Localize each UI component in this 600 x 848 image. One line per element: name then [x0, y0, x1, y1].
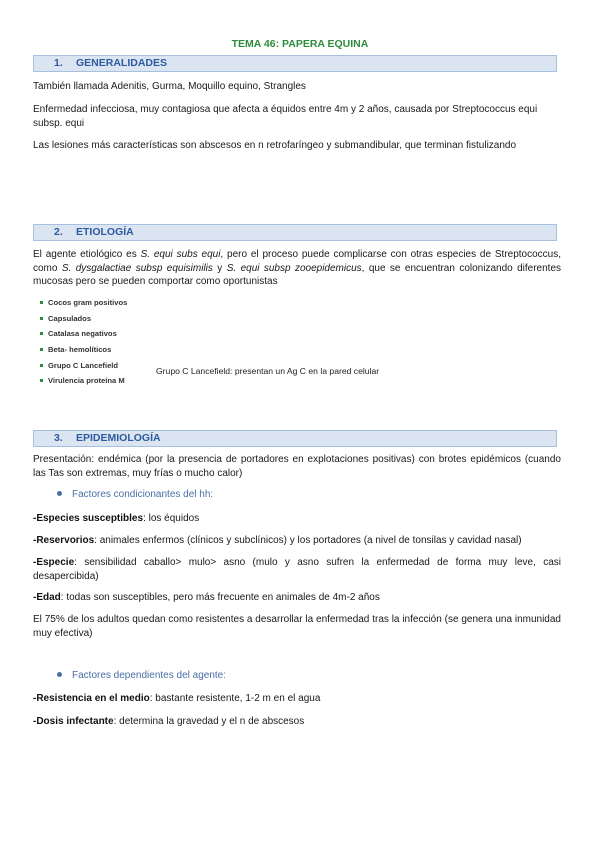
- text-run: y: [212, 262, 227, 274]
- paragraph-especies: [33, 512, 561, 526]
- paragraph-agente-etiologico: [33, 248, 561, 289]
- list-item-text: Catalasa negativos: [48, 329, 117, 339]
- paragraph-inmunidad: El 75% de los adultos quedan como resistentes a desarrollar la enfermedad tras la infección (se genera una inmunidad muy efectiva): [33, 614, 561, 639]
- text-run: , que se encuentran colonizando diferentes mucosas pero se pueden comportar como oportunistas: [33, 262, 562, 287]
- list-item: [40, 360, 127, 376]
- bullet-square-icon: [40, 301, 43, 304]
- section-label: ETIOLOGÍA: [76, 226, 134, 238]
- lancefield-note: Grupo C Lancefield: presentan un Ag C en la pared celular: [156, 366, 380, 376]
- list-item: [40, 297, 127, 313]
- list-item: [40, 328, 127, 344]
- bullet-dot-icon: [57, 491, 62, 496]
- paragraph-resistencia: [33, 692, 561, 706]
- section-number: 3.: [54, 432, 63, 444]
- section-header-etiologia: [33, 224, 557, 241]
- list-item-text: Capsulados: [48, 313, 92, 323]
- list-item-text: Beta- hemolíticos: [48, 345, 112, 355]
- list-item: [40, 344, 127, 360]
- bullet-square-icon: [40, 348, 43, 351]
- text-run: El agente etiológico es: [33, 249, 141, 260]
- section-header-generalidades: [33, 55, 557, 72]
- section-number: 1.: [54, 57, 63, 69]
- term-text: : sensibilidad caballo> mulo> asno (mulo y asno sufren la enfermedad de forma muy leve, casi desapercibida): [33, 557, 561, 582]
- term-text: : bastante resistente, 1-2 m en el agua: [149, 693, 321, 704]
- section-number: 2.: [54, 226, 63, 238]
- bullet-square-icon: [40, 364, 43, 367]
- term-text: : los équidos: [143, 513, 200, 524]
- section-header-epidemiologia: [33, 430, 557, 447]
- bullet-dot-icon: [57, 672, 62, 677]
- list-item-text: Virulencia proteína M: [48, 376, 125, 386]
- paragraph: Enfermedad infecciosa, muy contagiosa que afecta a équidos entre 4m y 2 años, causada por Streptococcus equi subsp. equi: [33, 104, 538, 129]
- term-label: -Especies susceptibles: [33, 513, 144, 524]
- term-text: : determina la gravedad y el n de abscesos: [113, 716, 305, 727]
- section-label: EPIDEMIOLOGÍA: [76, 432, 161, 444]
- bullet-text: Factores condicionantes del hh:: [72, 489, 214, 500]
- list-item-text: Grupo C Lancefield: [48, 360, 119, 370]
- bullet-factores-hospedador: [57, 489, 213, 500]
- paragraph-presentacion: Presentación: endémica (por la presencia de portadores en explotaciones positivas) con brotes epidémicos (cuando las Tas son extremas, muy frías o mucho calor): [33, 454, 561, 479]
- text-run: , pero el proceso puede complicarse con otras especies de Streptococcus, como: [33, 249, 562, 274]
- section-label: GENERALIDADES: [76, 57, 168, 69]
- term-label: -Edad: [33, 592, 61, 603]
- paragraph-dosis: [33, 715, 561, 729]
- term-label: -Resistencia en el medio: [33, 693, 150, 704]
- term-text: : todas son susceptibles, pero más frecuente en animales de 4m-2 años: [60, 592, 380, 603]
- bullet-factores-agente: [57, 670, 226, 681]
- term-text: : animales enfermos (clínicos y subclínicos) y los portadores (a nivel de tonsilas y cavidad nasal): [94, 535, 522, 546]
- paragraph-especie: [33, 556, 561, 583]
- bullet-text: Factores dependientes del agente:: [72, 670, 226, 681]
- bullet-square-icon: [40, 332, 43, 335]
- list-item-text: Cocos gram positivos: [48, 298, 128, 307]
- list-item: [40, 375, 127, 391]
- document-title: TEMA 46: PAPERA EQUINA: [231, 38, 369, 50]
- characteristics-list: [40, 297, 127, 391]
- term-label: -Especie: [33, 557, 75, 568]
- species-name: S. equi subs equi: [140, 249, 221, 260]
- paragraph-edad: [33, 591, 561, 605]
- bullet-square-icon: [40, 379, 43, 382]
- bullet-square-icon: [40, 317, 43, 320]
- term-label: -Reservorios: [33, 535, 95, 546]
- paragraph-reservorios: [33, 534, 561, 548]
- species-name: S. dysgalactiae subsp equisimilis: [61, 262, 213, 274]
- list-item: [40, 313, 127, 329]
- term-label: -Dosis infectante: [33, 716, 114, 727]
- paragraph: También llamada Adenitis, Gurma, Moquillo equino, Strangles: [33, 81, 306, 92]
- species-name: S. equi subsp zooepidemicus: [226, 262, 362, 274]
- paragraph: Las lesiones más características son abscesos en n retrofaríngeo y submandibular, que terminan fistulizando: [33, 140, 517, 151]
